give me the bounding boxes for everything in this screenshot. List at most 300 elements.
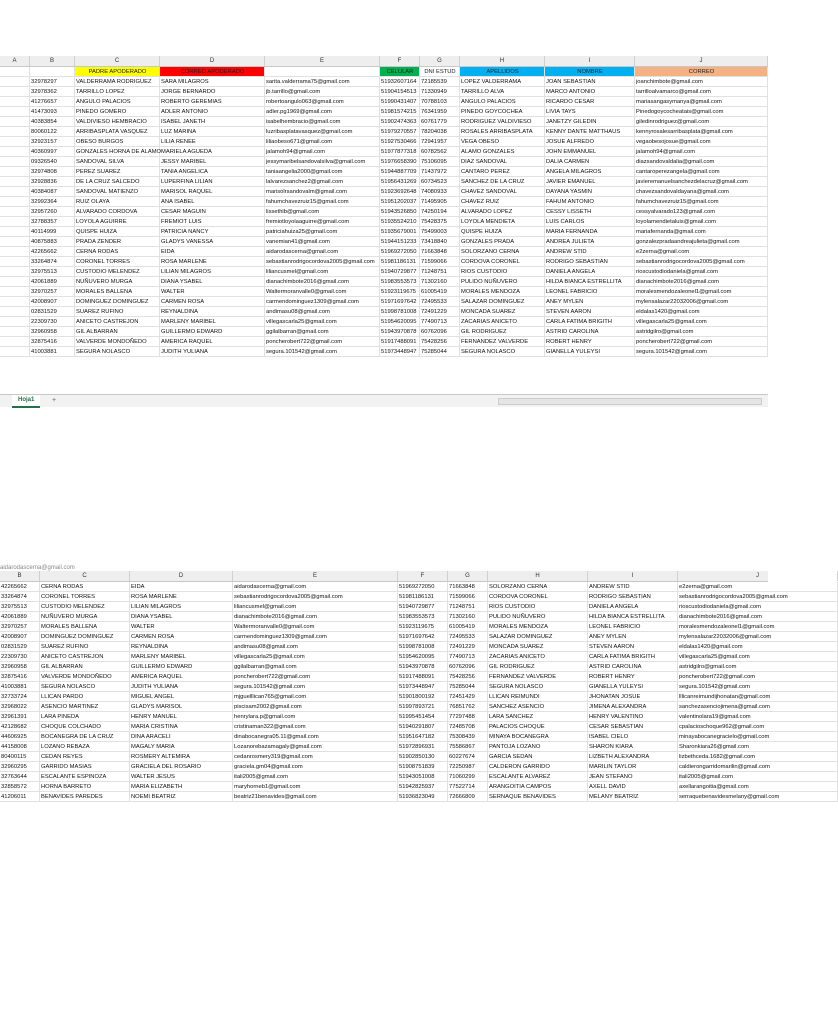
table-cell[interactable]: 32763644 [0, 772, 40, 782]
table-cell[interactable]: CORDOVA CORONEL [460, 257, 545, 267]
table-cell[interactable]: 71437972 [420, 167, 460, 177]
table-cell[interactable]: poncherobert722@gmail.com [635, 337, 768, 347]
table-cell[interactable]: kennyrosalesarribasplata@gmail.com [635, 127, 768, 137]
table-cell[interactable] [0, 337, 30, 347]
table-cell[interactable]: VALVERDE MONDOÑEDO [40, 672, 130, 682]
table-cell[interactable]: 80060122 [30, 127, 75, 137]
table-cell[interactable]: cedanrosmery319@gmail.com [233, 752, 398, 762]
table-cell[interactable]: TARRILLO LOPEZ [75, 87, 160, 97]
table-cell[interactable]: CERNA RODAS [75, 247, 160, 257]
table-cell[interactable]: 32960295 [0, 762, 40, 772]
table-cell[interactable]: ROSA MARLENE [160, 257, 265, 267]
table-cell[interactable]: 77522714 [448, 782, 488, 792]
table-cell[interactable]: KENNY DANTE MATTHAUS [545, 127, 635, 137]
table-cell[interactable]: vanemian41@gmail.com [265, 237, 380, 247]
table-cell[interactable]: 51981574215 [380, 107, 420, 117]
table-cell[interactable]: AXELL DAVID [588, 782, 678, 792]
table-cell[interactable]: SOLORZANO CERNA [460, 247, 545, 257]
table-cell[interactable]: 32875416 [30, 337, 75, 347]
table-cell[interactable]: ANDREW STID [588, 582, 678, 592]
table-cell[interactable]: JANETZY GILEDIN [545, 117, 635, 127]
table-cell[interactable] [0, 127, 30, 137]
table-cell[interactable]: CARMEN ROSA [130, 632, 233, 642]
table-cell[interactable] [0, 307, 30, 317]
table-cell[interactable]: ASENCIO MARTINEZ [40, 702, 130, 712]
table-cell[interactable]: LARA SANCHEZ [488, 712, 588, 722]
table-cell[interactable]: 51917488091 [398, 672, 448, 682]
table-cell[interactable]: NUÑUVERO MURGA [40, 612, 130, 622]
table-cell[interactable]: WALTER [160, 287, 265, 297]
table-cell[interactable]: 32978362 [30, 87, 75, 97]
table-cell[interactable]: dinabocanegra05.11@gmail.com [233, 732, 398, 742]
table-cell[interactable] [0, 197, 30, 207]
table-cell[interactable]: ANICETO CASTREJON [75, 317, 160, 327]
table-cell[interactable]: MORALES BALLENA [75, 287, 160, 297]
table-cell[interactable]: ALVARADO CORDOVA [75, 207, 160, 217]
table-cell[interactable]: LILIA RENEE [160, 137, 265, 147]
table-cell[interactable]: caldierongarridomarilin@gmail.com [678, 762, 838, 772]
table-cell[interactable]: 33264874 [0, 592, 40, 602]
table-cell[interactable] [0, 137, 30, 147]
table-cell[interactable]: LIZBETH ALEXANDRA [588, 752, 678, 762]
table-cell[interactable]: 75308439 [448, 732, 488, 742]
header-cell[interactable]: CORREO APODERADO [160, 67, 265, 77]
table-cell[interactable]: jalamoh94@gmail.com [265, 147, 380, 157]
table-cell[interactable]: 02831529 [30, 307, 75, 317]
table-cell[interactable]: minayabocanegracielo@gmail.com [678, 732, 838, 742]
table-cell[interactable]: 75106095 [420, 157, 460, 167]
table-cell[interactable]: MARIA CRISTINA [130, 722, 233, 732]
table-cell[interactable]: MORALES MENDOZA [460, 287, 545, 297]
table-cell[interactable]: dianachimbote2016@gmail.com [233, 612, 398, 622]
table-cell[interactable]: JHONATAN JOSUE [588, 692, 678, 702]
table-cell[interactable]: e2zerna@gmail.com [678, 582, 838, 592]
table-cell[interactable]: Lozanorebazamagaly@gmail.com [233, 742, 398, 752]
table-cell[interactable]: 41473093 [30, 107, 75, 117]
table-cell[interactable]: mariafernanda@gmail.com [635, 227, 768, 237]
table-cell[interactable]: SOLORZANO CERNA [488, 582, 588, 592]
table-cell[interactable]: 51971697642 [398, 632, 448, 642]
table-cell[interactable]: 32975513 [0, 602, 40, 612]
table-cell[interactable]: 72491229 [448, 642, 488, 652]
table-cell[interactable]: 51998781008 [380, 307, 420, 317]
table-cell[interactable]: ALVARADO LOPEZ [460, 207, 545, 217]
table-cell[interactable]: 44158008 [0, 742, 40, 752]
table-cell[interactable]: tarrilloalvamarco@gmail.com [635, 87, 768, 97]
table-cell[interactable]: DAYANA YASMIN [545, 187, 635, 197]
table-cell[interactable]: GIL RODRIGUEZ [460, 327, 545, 337]
table-cell[interactable]: GRACIELA DEL ROSARIO [130, 762, 233, 772]
table-cell[interactable]: 51998781008 [398, 642, 448, 652]
table-cell[interactable]: 75428256 [420, 337, 460, 347]
table-cell[interactable]: 73418840 [420, 237, 460, 247]
table-cell[interactable]: carmendominguez1309@gmail.com [265, 297, 380, 307]
table-cell[interactable]: ASTRID CAROLINA [545, 327, 635, 337]
table-cell[interactable]: 72485708 [448, 722, 488, 732]
table-cell[interactable]: 42061889 [30, 277, 75, 287]
table-cell[interactable]: segura.101542@gmail.com [635, 347, 768, 357]
table-cell[interactable]: 51944887709 [380, 167, 420, 177]
table-cell[interactable] [0, 297, 30, 307]
table-cell[interactable]: fahumchavezruiz15@gmail.com [635, 197, 768, 207]
table-cell[interactable]: eldalas1420@gmail.com [635, 307, 768, 317]
table-cell[interactable]: segura.101542@gmail.com [233, 682, 398, 692]
table-cell[interactable]: graciela.gm04@gmail.com [233, 762, 398, 772]
table-cell[interactable]: 42008907 [0, 632, 40, 642]
column-header-c[interactable]: C [40, 571, 130, 581]
table-cell[interactable]: 51969272050 [380, 247, 420, 257]
table-cell[interactable]: HENRY VALENTINO [588, 712, 678, 722]
table-cell[interactable]: ANEY MYLEN [545, 297, 635, 307]
table-cell[interactable]: 75499003 [420, 227, 460, 237]
table-cell[interactable]: JUDITH YULIANA [130, 682, 233, 692]
table-cell[interactable]: CESSY LISSETH [545, 207, 635, 217]
table-cell[interactable]: liliaobeso671@gmail.com [265, 137, 380, 147]
table-cell[interactable]: LLICAN PARDO [40, 692, 130, 702]
table-cell[interactable]: GARCIA SEDAN [488, 752, 588, 762]
table-cell[interactable]: 51951647182 [398, 732, 448, 742]
table-cell[interactable]: 51927530466 [380, 137, 420, 147]
column-header-h[interactable]: H [488, 571, 588, 581]
table-cell[interactable]: 42265662 [0, 582, 40, 592]
table-cell[interactable]: 72451429 [448, 692, 488, 702]
table-cell[interactable]: 51951202037 [380, 197, 420, 207]
table-cell[interactable]: cessyalvarado123@gmail.com [635, 207, 768, 217]
table-cell[interactable]: serraquebenavidesmelany@gmail.com [678, 792, 838, 802]
table-cell[interactable]: 76341959 [420, 107, 460, 117]
table-cell[interactable]: ROBERT HENRY [588, 672, 678, 682]
table-cell[interactable]: diazsandovaldalia@gmail.com [635, 157, 768, 167]
table-cell[interactable]: DINA ARACELI [130, 732, 233, 742]
table-cell[interactable]: QUISPE HUIZA [75, 227, 160, 237]
table-cell[interactable]: JEAN STEFANO [588, 772, 678, 782]
table-cell[interactable]: 71302160 [420, 277, 460, 287]
table-cell[interactable]: JUDITH YULIANA [160, 347, 265, 357]
table-cell[interactable]: MARIA FERNANDA [545, 227, 635, 237]
table-cell[interactable]: 32858572 [0, 782, 40, 792]
table-cell[interactable]: PRADA ZENDER [75, 237, 160, 247]
table-cell[interactable]: ROSA MARLENE [130, 592, 233, 602]
table-cell[interactable]: AMERICA RAQUEL [130, 672, 233, 682]
table-cell[interactable]: DOMINGUEZ DOMINGUEZ [40, 632, 130, 642]
table-cell[interactable]: sebastianrodrigocordova2005@gmail.com [233, 592, 398, 602]
table-cell[interactable]: Pinedogoycocheatais@gmail.com [635, 107, 768, 117]
table-cell[interactable]: ARANGOITIA CAMPOS [488, 782, 588, 792]
table-cell[interactable]: GONZALES PRADA [460, 237, 545, 247]
column-header-d[interactable]: D [160, 56, 265, 66]
column-header-f[interactable]: F [398, 571, 448, 581]
table-cell[interactable]: ALAMO GONZALES [460, 147, 545, 157]
table-cell[interactable]: mariasangasymanya@gmail.com [635, 97, 768, 107]
table-cell[interactable]: cantaroperezangela@gmail.com [635, 167, 768, 177]
table-cell[interactable]: 51973448947 [398, 682, 448, 692]
table-cell[interactable]: 74250194 [420, 207, 460, 217]
table-cell[interactable]: AMERICA RAQUEL [160, 337, 265, 347]
table-cell[interactable]: RIOS CUSTODIO [488, 602, 588, 612]
table-cell[interactable]: 72185539 [420, 77, 460, 87]
table-cell[interactable]: 51969272050 [398, 582, 448, 592]
table-cell[interactable]: 77490713 [420, 317, 460, 327]
header-cell[interactable]: CELULAR [380, 67, 420, 77]
table-cell[interactable]: SALAZAR DOMINGUEZ [460, 297, 545, 307]
table-cell[interactable] [0, 227, 30, 237]
table-cell[interactable]: lllicanreimundijhonatan@gmail.com [678, 692, 838, 702]
table-cell[interactable]: dianachimbote2016@gmail.com [265, 277, 380, 287]
table-cell[interactable]: 32970257 [30, 287, 75, 297]
table-cell[interactable]: 71663848 [420, 247, 460, 257]
table-cell[interactable]: LEONEL FABRICIO [588, 622, 678, 632]
table-cell[interactable]: 51943051008 [398, 772, 448, 782]
table-cell[interactable]: liliancusmel@gmail.com [265, 267, 380, 277]
table-cell[interactable]: 33264874 [30, 257, 75, 267]
table-cell[interactable]: 32960958 [0, 662, 40, 672]
table-cell[interactable]: RODRIGO SEBASTIAN [588, 592, 678, 602]
table-cell[interactable]: MINAYA BOCANEGRA [488, 732, 588, 742]
table-cell[interactable]: LIVIA TAYS [545, 107, 635, 117]
table-cell[interactable]: 51932607164 [380, 77, 420, 87]
table-cell[interactable]: VALVERDE MONDOÑEDO [75, 337, 160, 347]
table-cell[interactable]: villegascarla25@gmail.com [635, 317, 768, 327]
table-cell[interactable]: ZACARIAS ANICETO [488, 652, 588, 662]
table-cell[interactable]: PATRICIA NANCY [160, 227, 265, 237]
table-cell[interactable]: 51940729877 [380, 267, 420, 277]
table-cell[interactable]: dianachimbote2016@gmail.com [635, 277, 768, 287]
table-cell[interactable]: ESCALANTE ALVAREZ [488, 772, 588, 782]
column-header-g[interactable]: G [448, 571, 488, 581]
table-cell[interactable]: piscisam2002@gmail.com [233, 702, 398, 712]
table-cell[interactable]: RIOS CUSTODIO [460, 267, 545, 277]
table-cell[interactable]: 61005419 [448, 622, 488, 632]
table-cell[interactable]: CESAR SEBASTIAN [588, 722, 678, 732]
table-cell[interactable]: 74080933 [420, 187, 460, 197]
table-cell[interactable]: GIL ALBARRAN [75, 327, 160, 337]
table-cell[interactable]: 51935679001 [380, 227, 420, 237]
table-cell[interactable]: cristinaman322@gmail.com [233, 722, 398, 732]
table-cell[interactable]: 51943970878 [380, 327, 420, 337]
table-cell[interactable]: GIANELLA YULEYSI [588, 682, 678, 692]
table-cell[interactable]: 22309730 [30, 317, 75, 327]
table-cell[interactable]: 51983553573 [380, 277, 420, 287]
table-cell[interactable]: villegascarla25@gmail.com [678, 652, 838, 662]
table-cell[interactable]: 02831529 [0, 642, 40, 652]
table-cell[interactable]: moralesmendozaleonel1@gmail.com [635, 287, 768, 297]
table-cell[interactable] [0, 267, 30, 277]
table-cell[interactable]: ANA ISABEL [160, 197, 265, 207]
table-cell[interactable]: DANIELA ANGELA [588, 602, 678, 612]
table-cell[interactable]: maryhorneb1@gmail.com [233, 782, 398, 792]
table-cell[interactable]: ANDREW STID [545, 247, 635, 257]
table-cell[interactable]: DIANA YSABEL [130, 612, 233, 622]
table-cell[interactable] [0, 257, 30, 267]
table-cell[interactable]: SHARON KIARA [588, 742, 678, 752]
table-cell[interactable]: 09326540 [30, 157, 75, 167]
table-cell[interactable] [0, 287, 30, 297]
add-sheet-button[interactable]: + [52, 397, 57, 404]
table-cell[interactable] [0, 217, 30, 227]
column-header-b[interactable]: B [0, 571, 40, 581]
table-cell[interactable]: loyolamendietaluis@gmail.com [635, 217, 768, 227]
table-cell[interactable]: SEGURA NOLASCO [75, 347, 160, 357]
table-cell[interactable]: ROSALES ARRIBASPLATA [460, 127, 545, 137]
table-cell[interactable]: 72250987 [448, 762, 488, 772]
column-header-e[interactable]: E [265, 56, 380, 66]
table-cell[interactable]: 41276657 [30, 97, 75, 107]
table-cell[interactable]: NUÑUVERO MURGA [75, 277, 160, 287]
table-cell[interactable]: 32875416 [0, 672, 40, 682]
table-cell[interactable]: MARIELA AGUEDA [160, 147, 265, 157]
table-cell[interactable]: CARLA FATIMA BRIGITH [545, 317, 635, 327]
table-cell[interactable]: 41003881 [30, 347, 75, 357]
table-cell[interactable]: DIANA YSABEL [160, 277, 265, 287]
table-cell[interactable]: dianachimbote2016@gmail.com [678, 612, 838, 622]
table-cell[interactable]: JOHN EMMANUEL [545, 147, 635, 157]
table-cell[interactable]: 60782562 [420, 147, 460, 157]
table-cell[interactable]: FREMIOT LUIS [160, 217, 265, 227]
table-cell[interactable]: 51902474363 [380, 117, 420, 127]
table-cell[interactable]: SUAREZ RUFINO [40, 642, 130, 652]
table-cell[interactable]: MARIA ELIZABETH [130, 782, 233, 792]
table-cell[interactable]: GONZALES HORNA DE ALAMO [76, 149, 162, 155]
table-cell[interactable]: 51923692648 [380, 187, 420, 197]
table-cell[interactable]: 40114999 [30, 227, 75, 237]
table-cell[interactable]: 76851762 [448, 702, 488, 712]
table-cell[interactable]: astridgilro@gmail.com [678, 662, 838, 672]
table-cell[interactable]: GUILLERMO EDWARD [130, 662, 233, 672]
table-cell[interactable]: 32928836 [30, 177, 75, 187]
column-header-j[interactable]: J [678, 571, 838, 581]
table-cell[interactable]: MARLENY MARIBEL [130, 652, 233, 662]
table-cell[interactable]: rioscustodiodaniela@gmail.com [635, 267, 768, 277]
table-cell[interactable] [0, 87, 30, 97]
table-cell[interactable]: GARRIDO MASIAS [40, 762, 130, 772]
table-cell[interactable]: 51981186131 [398, 592, 448, 602]
table-cell[interactable]: DOMINGUEZ DOMINGUEZ [75, 297, 160, 307]
table-cell[interactable]: VEGA OBESO [460, 137, 545, 147]
table-cell[interactable]: mylensalazar22032006@gmail.com [635, 297, 768, 307]
table-cell[interactable]: NOEMI BEATRIZ [130, 792, 233, 802]
table-cell[interactable]: FERNANDEZ VALVERDE [460, 337, 545, 347]
table-cell[interactable]: MARCO ANTONIO [545, 87, 635, 97]
table-cell[interactable]: 51944151233 [380, 237, 420, 247]
table-cell[interactable]: 51923119675 [398, 622, 448, 632]
table-cell[interactable]: DALIA CARMEN [545, 157, 635, 167]
column-header-c[interactable]: C [75, 56, 160, 66]
table-cell[interactable]: CORONEL TORRES [75, 257, 160, 267]
table-cell[interactable]: JIMENA ALEXANDRA [588, 702, 678, 712]
column-header-b[interactable]: B [30, 56, 75, 66]
table-cell[interactable]: 77490713 [448, 652, 488, 662]
table-cell[interactable]: ESCALANTE ESPINOZA [40, 772, 130, 782]
table-cell[interactable]: MARLENY MARIBEL [160, 317, 265, 327]
table-cell[interactable]: MIGUEL ANGEL [130, 692, 233, 702]
table-cell[interactable]: GIL ALBARRAN [40, 662, 130, 672]
table-cell[interactable]: 72941957 [420, 137, 460, 147]
table-cell[interactable]: LILIAN MILAGROS [160, 267, 265, 277]
table-cell[interactable]: 22309730 [0, 652, 40, 662]
table-cell[interactable]: STEVEN AARON [588, 642, 678, 652]
table-cell[interactable]: poncherobert722@gmail.com [233, 672, 398, 682]
table-cell[interactable]: JESSY MARIBEL [160, 157, 265, 167]
table-cell[interactable]: FERNANDEZ VALVERDE [488, 672, 588, 682]
table-cell[interactable]: RUIZ OLAYA [75, 197, 160, 207]
table-cell[interactable]: villegascarla25@gmail.com [233, 652, 398, 662]
table-cell[interactable]: astridgilro@gmail.com [635, 327, 768, 337]
header-cell[interactable]: APELLIDOS [460, 67, 545, 77]
table-cell[interactable]: CUSTODIO MELENDEZ [40, 602, 130, 612]
table-cell[interactable]: CERNA RODAS [40, 582, 130, 592]
table-cell[interactable]: 51954620095 [380, 317, 420, 327]
table-cell[interactable]: sebastianrodrigocordova2005@gmail.com [678, 592, 838, 602]
table-cell[interactable]: LEONEL FABRICIO [545, 287, 635, 297]
table-cell[interactable]: 71663848 [448, 582, 488, 592]
table-cell[interactable]: 71495905 [420, 197, 460, 207]
table-cell[interactable]: 71599066 [420, 257, 460, 267]
table-cell[interactable]: 51954620095 [398, 652, 448, 662]
table-cell[interactable]: PALACIOS CHOQUE [488, 722, 588, 732]
table-cell[interactable] [0, 317, 30, 327]
table-cell[interactable]: 32974808 [30, 167, 75, 177]
table-cell[interactable]: LUPERFINA LILIAN [160, 177, 265, 187]
table-cell[interactable]: 75285044 [448, 682, 488, 692]
table-cell[interactable]: 71248751 [420, 267, 460, 277]
table-cell[interactable] [0, 157, 30, 167]
table-cell[interactable]: villegascarla25@gmail.com [265, 317, 380, 327]
table-cell[interactable]: FAHUM ANTONIO [545, 197, 635, 207]
header-cell[interactable]: CORREO [635, 67, 768, 77]
table-cell[interactable]: aidarodascerna@gmail.com [233, 582, 398, 592]
table-cell[interactable]: BENAVIDES PAREDES [40, 792, 130, 802]
table-cell[interactable]: 71060299 [448, 772, 488, 782]
table-cell[interactable] [0, 167, 30, 177]
table-cell[interactable]: 71599066 [448, 592, 488, 602]
table-cell[interactable]: PANTOJA LOZANO [488, 742, 588, 752]
header-cell[interactable] [0, 67, 30, 77]
header-cell[interactable]: PADRE APODERADO [75, 67, 160, 77]
table-cell[interactable]: OBESO BURGOS [75, 137, 160, 147]
table-cell[interactable]: e2zerna@gmail.com [635, 247, 768, 257]
table-cell[interactable]: LUIS CARLOS [545, 217, 635, 227]
table-cell[interactable]: 75428256 [448, 672, 488, 682]
table-cell[interactable]: 51981186131 [380, 257, 420, 267]
table-cell[interactable]: GUILLERMO EDWARD [160, 327, 265, 337]
table-cell[interactable]: CHOQUE COLCHADO [40, 722, 130, 732]
table-cell[interactable]: SEGURA NOLASCO [40, 682, 130, 692]
table-cell[interactable]: ARRIBASPLATA VASQUEZ [75, 127, 160, 137]
table-cell[interactable]: ADLER ANTONIO [160, 107, 265, 117]
table-cell[interactable]: JORGE BERNARDO [160, 87, 265, 97]
table-cell[interactable]: 51956431269 [380, 177, 420, 187]
table-cell[interactable]: 75428375 [420, 217, 460, 227]
column-header-d[interactable]: D [130, 571, 233, 581]
table-cell[interactable]: 32975513 [30, 267, 75, 277]
table-cell[interactable]: poncherobert722@gmail.com [265, 337, 380, 347]
table-cell[interactable]: SARA MILAGROS [160, 77, 265, 87]
table-cell[interactable]: LOYOLA MENDIETA [460, 217, 545, 227]
table-cell[interactable]: HENRY MANUEL [130, 712, 233, 722]
table-cell[interactable]: 72495533 [448, 632, 488, 642]
table-cell[interactable]: 40875883 [30, 237, 75, 247]
table-cell[interactable]: jalamoh94@gmail.com [635, 147, 768, 157]
table-cell[interactable]: 51983553573 [398, 612, 448, 622]
table-cell[interactable]: jb.tarrillo@gmail.com [265, 87, 380, 97]
table-cell[interactable]: isabelhembracio@gmail.com [265, 117, 380, 127]
table-cell[interactable]: 60761779 [420, 117, 460, 127]
table-cell[interactable]: CARLA FATIMA BRIGITH [588, 652, 678, 662]
table-cell[interactable]: EIDA [130, 582, 233, 592]
table-cell[interactable]: 71330949 [420, 87, 460, 97]
table-cell[interactable] [0, 237, 30, 247]
column-header-i[interactable]: I [588, 571, 678, 581]
